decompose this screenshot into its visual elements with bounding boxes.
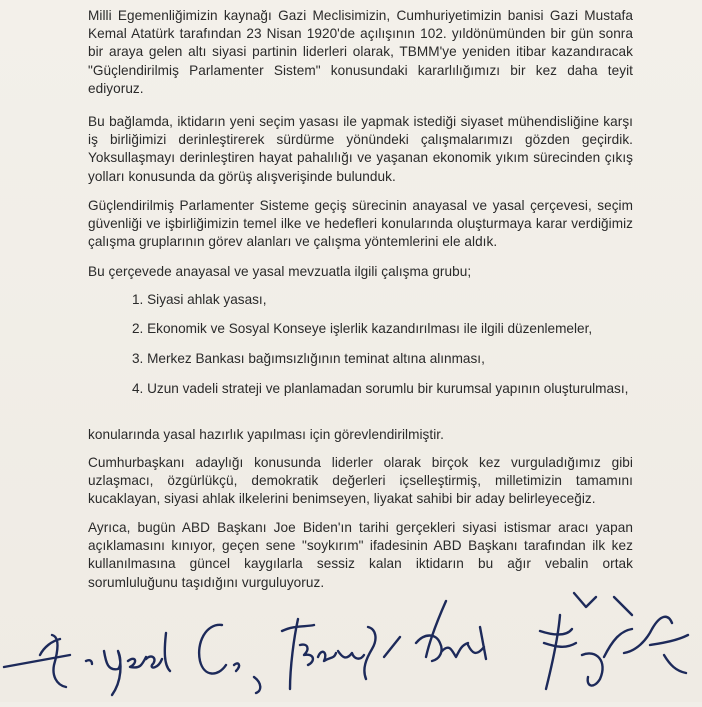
paragraph-7: Ayrıca, bugün ABD Başkanı Joe Biden'ın tarihi gerçekleri siyasi istismar aracı yapan açıklamasını kınıyor, geçen sene "soykırım" ifadesinin ABD Başkanı tarafından ilk kez kullanılmasına güncel kaygılarla sessiz kalan iktidarın bu ağır vebalin ortak sorumluluğunu taşıdığını vurguluyoruz. — [88, 520, 633, 590]
signature-4 — [416, 601, 486, 661]
paragraph-5: konularında yasal hazırlık yapılması için görevlendirilmiştir. — [88, 427, 444, 442]
paragraph-6: Cumhurbaşkanı adaylığı konusunda liderler olarak birçok kez vurguladığımız gibi uzlaşmacı, özgürlükçü, demokratik değerleri içselleştirmiş, milletimizin tamamını kucaklayan, siyasi ahlak ilkelerini benimseyen, liyakat sahibi bir aday belirleyeceğiz. — [88, 455, 633, 507]
paragraph-2: Bu bağlamda, iktidarın yeni seçim yasası ile yapmak istediği siyaset mühendisliğine karşı iş birliğimizi derinleştirerek sürdürme yönündeki çalışmalarımızı gözden geçirdik. Yoksullaşmayı derinleştiren hayat pahalılığı ve yaşanan ekonomik yıkım sürecinden çıkış yolları konusunda da görüş alışverişinde bulunduk. — [88, 114, 633, 184]
list-item-4: 4. Uzun vadeli strateji ve planlamadan sorumlu bir kurumsal yapının oluşturulması, — [132, 381, 629, 396]
signature-1 — [4, 633, 170, 695]
paragraph-4: Bu çerçevede anayasal ve yasal mevzuatla ilgili çalışma grubu; — [88, 264, 472, 279]
signature-5 — [540, 593, 688, 689]
list-item-3: 3. Merkez Bankası bağımsızlığının teminat altına alınması, — [132, 351, 485, 366]
paragraph-3: Güçlendirilmiş Parlamenter Sisteme geçiş sürecinin anayasal ve yasal çerçevesi, seçim güvenliği ve işbirliğimizin temel ilke ve hedefleri konularında oluşturmaya karar verdiğimiz çalışma gruplarının görev alanları ve çalışma yöntemlerini ele aldık. — [88, 198, 633, 250]
signatures-svg — [0, 585, 702, 702]
signature-3 — [282, 619, 400, 689]
paragraph-1: Milli Egemenliğimizin kaynağı Gazi Meclisimizin, Cumhuriyetimizin banisi Gazi Mustafa Kemal Atatürk tarafından 23 Nisan 1920'de açılışının 102. yıldönümünden bir gün sonra bir araya gelen altı siyasi partinin liderleri olarak, TBMM'ye yeniden itibar kazandıracak "Güçlendirilmiş Parlamenter Sistem" konusundaki kararlılığımızı bir kez daha teyit ediyoruz. — [88, 8, 633, 96]
list-item-2: 2. Ekonomik ve Sosyal Konseye işlerlik kazandırılması ile ilgili düzenlemeler, — [132, 321, 593, 336]
signature-2 — [199, 625, 260, 693]
list-item-1: 1. Siyasi ahlak yasası, — [132, 292, 267, 307]
signatures-area — [0, 585, 702, 702]
